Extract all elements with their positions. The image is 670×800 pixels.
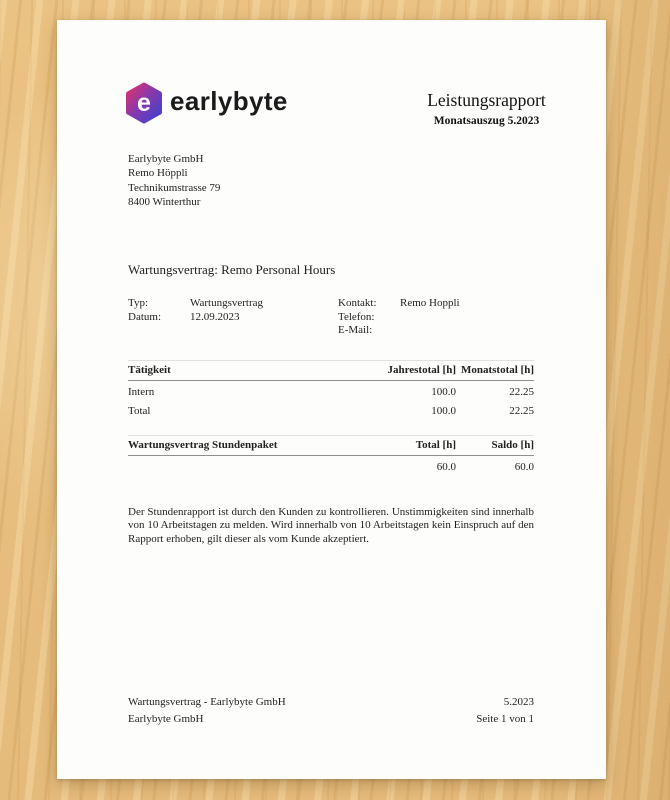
table-row	[128, 381, 534, 401]
sender-address-block	[128, 152, 220, 209]
package-total: 60.0	[436, 461, 456, 473]
footer-company: Earlybyte GmbH	[128, 712, 204, 725]
telefon-label: Telefon:	[338, 310, 375, 323]
earlybyte-logo	[125, 82, 288, 124]
datum-label: Datum:	[128, 310, 161, 323]
datum-value: 12.09.2023	[190, 310, 240, 323]
package-table-header-row	[128, 436, 534, 456]
activity-col-taetigkeit: Tätigkeit	[128, 361, 296, 381]
contract-heading: Wartungsvertrag: Remo Personal Hours	[128, 262, 336, 277]
package-table	[128, 435, 534, 475]
footer-page-number: Seite 1 von 1	[476, 712, 534, 725]
email-label: E-Mail:	[338, 324, 373, 337]
activity-table	[128, 360, 534, 419]
report-title: Leistungsrapport	[427, 90, 546, 110]
package-col-total: Total [h]	[296, 436, 456, 456]
activity-table-header-row	[128, 361, 534, 381]
report-page	[57, 20, 606, 779]
activity-year-total: 100.0	[431, 386, 456, 398]
sender-company: Earlybyte GmbH	[128, 153, 204, 165]
sender-city: 8400 Winterthur	[128, 195, 201, 208]
report-subtitle: Monatsauszug 5.2023	[433, 115, 540, 127]
activity-month-total: 22.25	[509, 386, 534, 398]
activity-name: Total	[128, 405, 151, 417]
svg-text:e: e	[137, 89, 151, 117]
typ-value: Wartungsvertrag	[190, 297, 264, 309]
activity-col-monatstotal: Monatstotal [h]	[456, 361, 534, 381]
table-row	[128, 456, 534, 476]
report-title-block	[409, 90, 564, 127]
activity-name: Intern	[128, 386, 155, 398]
activity-month-total: 22.25	[509, 405, 534, 417]
kontakt-value: Remo Hoppli	[400, 297, 460, 309]
footer-left	[128, 694, 286, 727]
package-saldo: 60.0	[514, 461, 534, 473]
logo-wordmark: earlybyte	[170, 86, 288, 116]
package-col-saldo: Saldo [h]	[456, 436, 534, 456]
table-row	[128, 400, 534, 419]
package-name	[128, 456, 296, 476]
footer-right	[476, 694, 534, 727]
earlybyte-hexagon-e-icon	[125, 82, 163, 124]
package-col-name: Wartungsvertrag Stundenpaket	[128, 436, 296, 456]
footer-period: 5.2023	[503, 696, 534, 708]
verification-note: Der Stundenrapport ist durch den Kunden zu kontrollieren. Unstimmigkeiten sind innerhalb von 10 Arbeitstagen zu melden. Wird innerhalb von 10 Arbeitstagen kein Einspruch auf den Rapport erhoben, gilt dieser als vom Kunde akzeptiert.	[128, 506, 534, 545]
kontakt-label: Kontakt:	[338, 297, 377, 309]
sender-street: Technikumstrasse 79	[128, 181, 221, 194]
footer-contract: Wartungsvertrag - Earlybyte GmbH	[128, 696, 286, 708]
sender-name: Remo Höppli	[128, 167, 188, 180]
activity-year-total: 100.0	[431, 405, 456, 417]
activity-col-jahrestotal: Jahrestotal [h]	[296, 361, 456, 381]
page-footer	[128, 694, 534, 727]
typ-label: Typ:	[128, 297, 149, 309]
